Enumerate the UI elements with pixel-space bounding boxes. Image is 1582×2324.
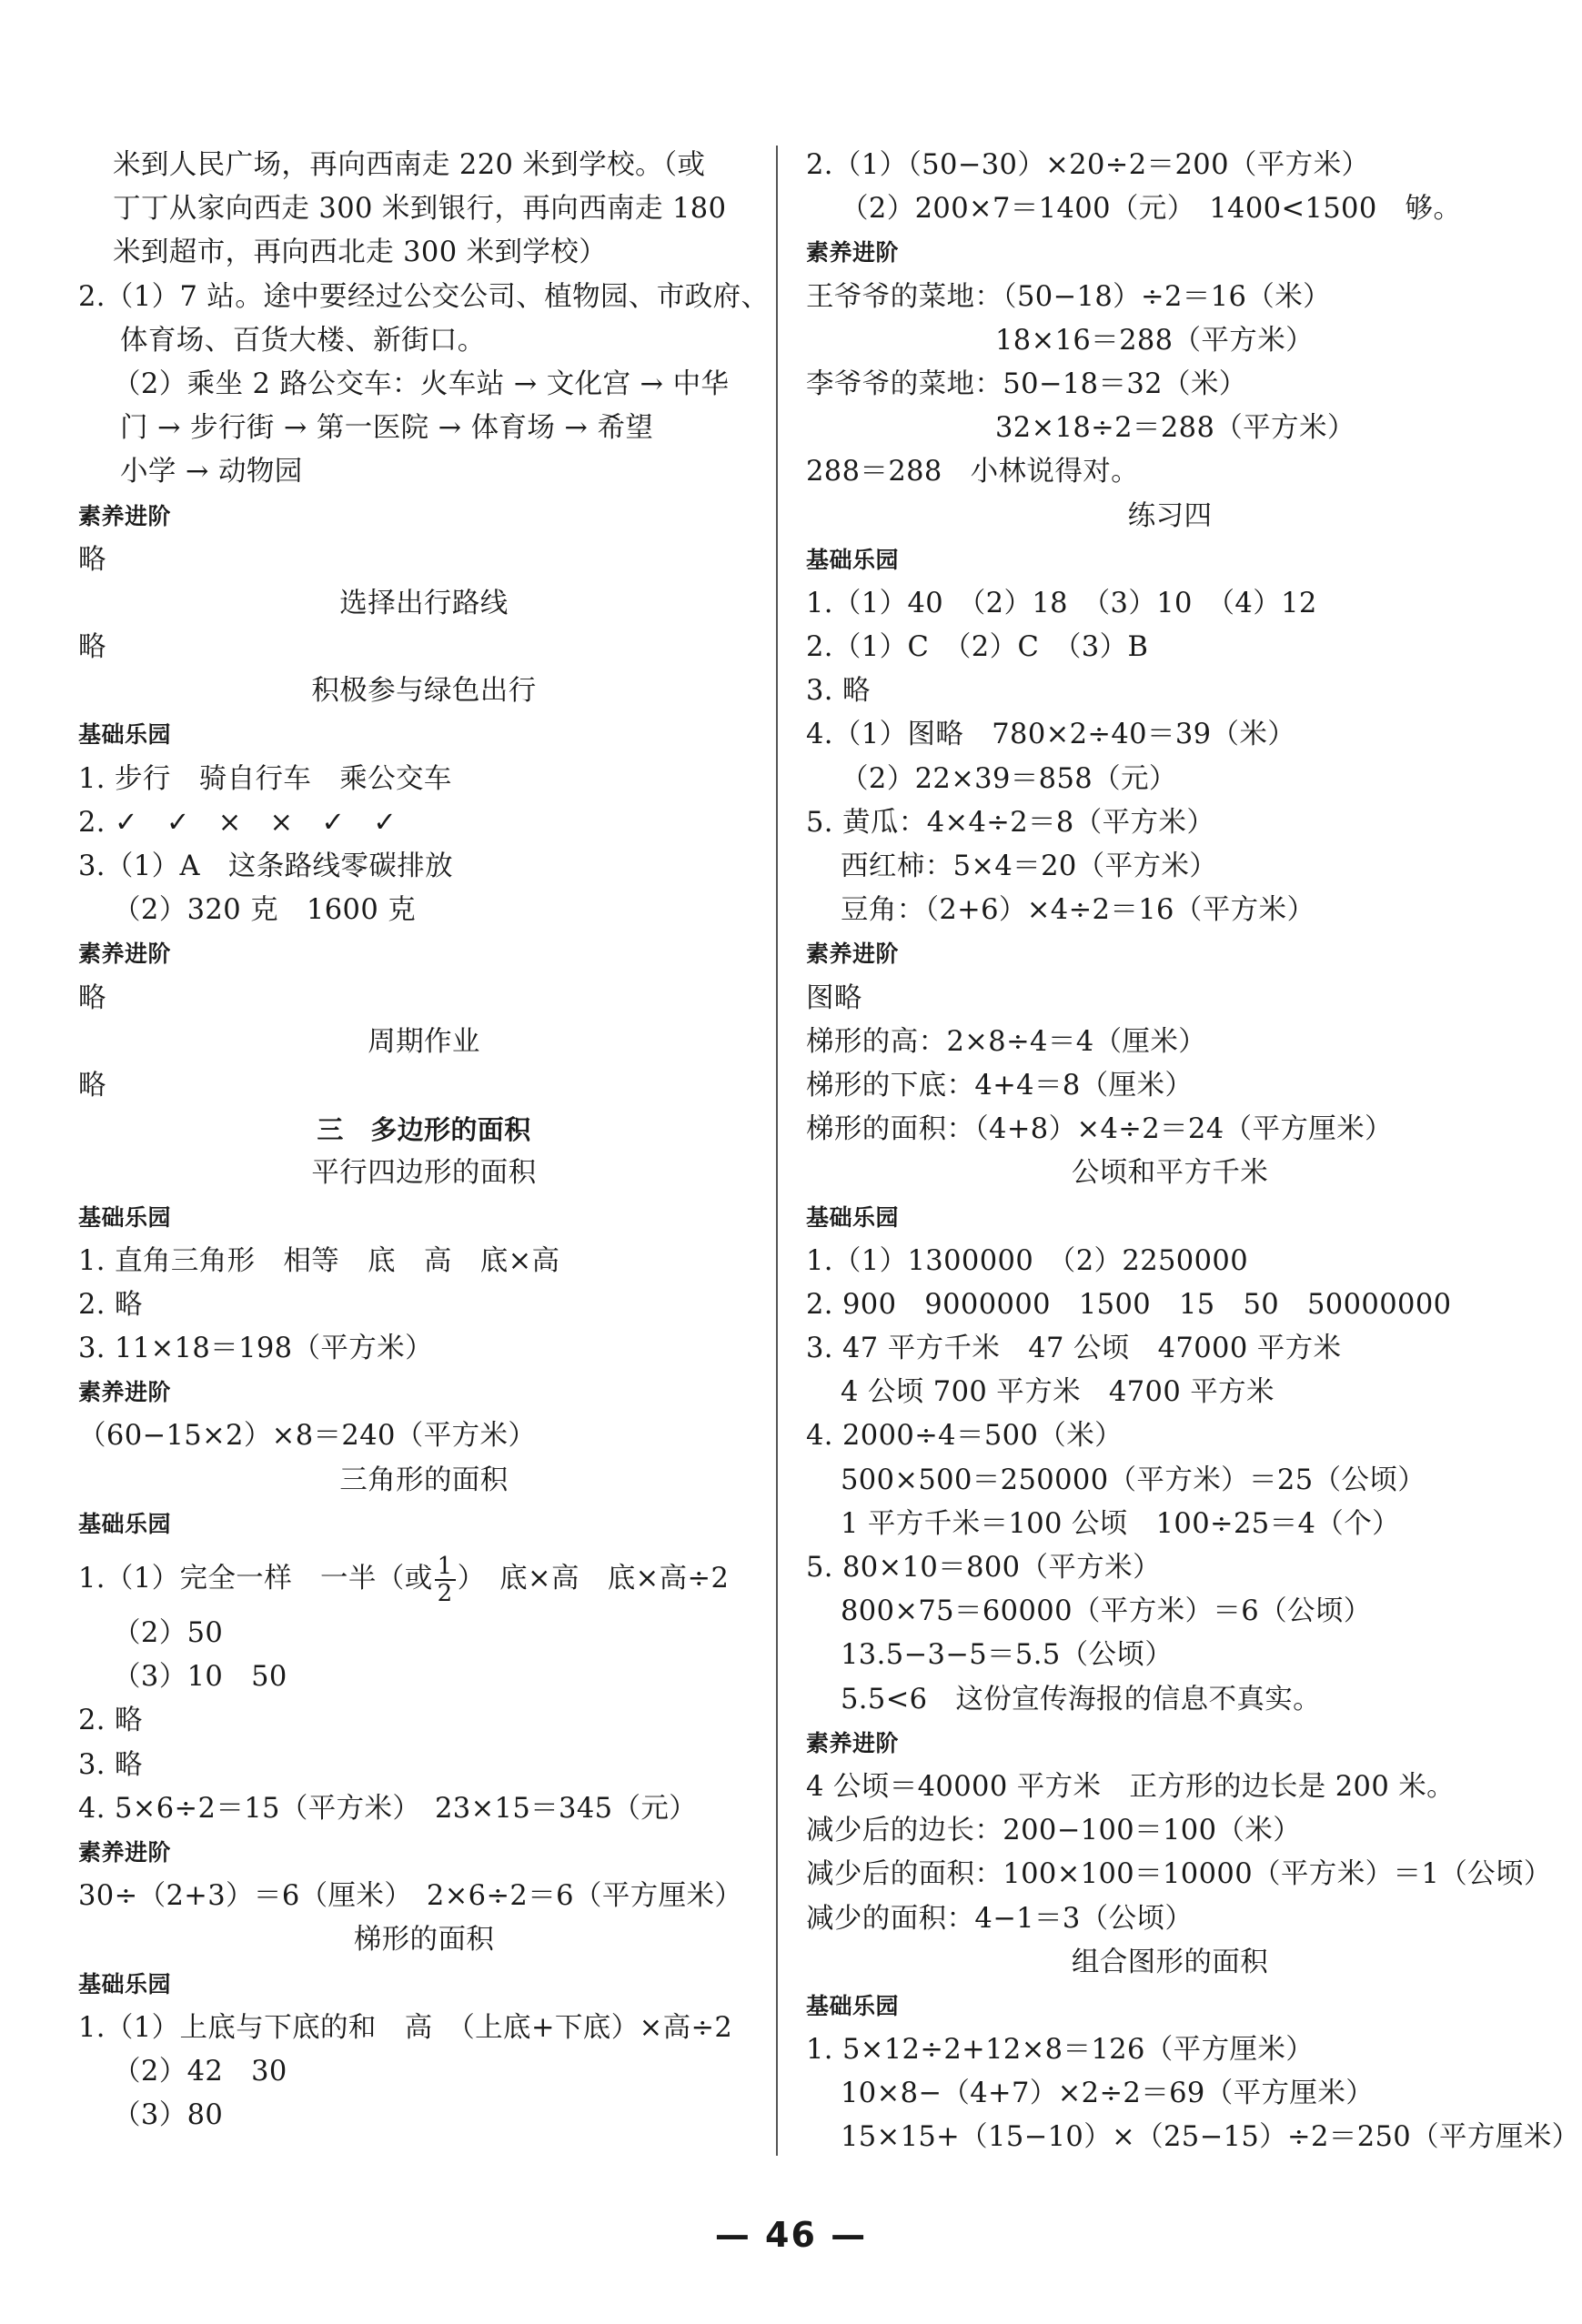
answer-line: 3. 略 [78, 1748, 143, 1781]
answer-line: 5. 黄瓜：4×4÷2＝8（平方米） [806, 806, 1215, 839]
answer-line: 15×15+（15−10）×（25−15）÷2＝250（平方厘米） [841, 2121, 1580, 2154]
answer-line: 5.5<6 这份宣传海报的信息不真实。 [841, 1683, 1322, 1715]
answer-line: 3. 略 [806, 675, 871, 708]
answer-line: 2. 略 [78, 1705, 143, 1737]
answer-line: 2. ✓ ✓ × × ✓ ✓ [78, 806, 398, 839]
answer-line: 门 → 步行街 → 第一医院 → 体育场 → 希望 [120, 412, 654, 445]
answer-line: 减少的面积：4−1＝3（公顷） [806, 1902, 1194, 1935]
answer-line-with-fraction [78, 1546, 770, 1612]
section-label: 基础乐园 [806, 546, 900, 573]
column-divider [776, 146, 778, 2156]
answer-line: 1 平方千米＝100 公顷 100÷25＝4（个） [841, 1507, 1400, 1540]
answer-line: 288＝288 小林说得对。 [806, 456, 1140, 488]
answer-line: 13.5−3−5＝5.5（公顷） [841, 1639, 1174, 1672]
answer-line: 32×18÷2＝288（平方米） [995, 412, 1355, 445]
answer-line: 米到超市，再向西北走 300 米到学校） [113, 236, 608, 269]
lesson-title: 三角形的面积 [339, 1464, 509, 1496]
lesson-title: 梯形的面积 [353, 1924, 495, 1957]
section-label: 基础乐园 [78, 1203, 172, 1231]
answer-line: 1.（1）40 （2）18 （3）10 （4）12 [806, 587, 1317, 619]
answer-line: 豆角：（2+6）×4÷2＝16（平方米） [841, 894, 1315, 927]
answer-line: （2）50 [113, 1617, 224, 1649]
lesson-title: 平行四边形的面积 [311, 1157, 537, 1190]
lesson-title: 积极参与绿色出行 [311, 675, 537, 708]
answer-line: 减少后的边长：200−100＝100（米） [806, 1815, 1302, 1847]
fraction-denominator: 2 [437, 1580, 453, 1607]
answer-line: （60−15×2）×8＝240（平方米） [78, 1420, 537, 1453]
answer-line: 梯形的高：2×8÷4＝4（厘米） [806, 1025, 1207, 1058]
answer-line: 体育场、百货大楼、新街口。 [120, 324, 486, 357]
answer-line: 4. 2000÷4＝500（米） [806, 1420, 1123, 1453]
answer-line: （2）乘坐 2 路公交车：火车站 → 文化宫 → 中华 [113, 367, 730, 400]
answer-line: 略 [78, 543, 106, 576]
lesson-title: 选择出行路线 [339, 587, 509, 619]
answer-line: 3.（1）A 这条路线零碳排放 [78, 850, 454, 882]
answer-line: 梯形的面积：（4+8）×4÷2＝24（平方厘米） [806, 1113, 1393, 1146]
answer-line: 1.（1）1300000 （2）2250000 [806, 1244, 1249, 1277]
section-label: 素养进阶 [806, 1729, 900, 1756]
answer-line: 2. 900 9000000 1500 15 50 50000000 [806, 1288, 1452, 1321]
unit-title: 三 多边形的面积 [317, 1114, 531, 1146]
answer-line: 500×500＝250000（平方米）＝25（公顷） [841, 1464, 1426, 1496]
answer-line: 梯形的下底：4+4＝8（厘米） [806, 1069, 1194, 1102]
section-label: 基础乐园 [78, 721, 172, 749]
answer-text: ） 底×高 底×高÷2 [457, 1563, 730, 1595]
answer-line: 1. 步行 骑自行车 乘公交车 [78, 762, 452, 795]
answer-line: （3）80 [113, 2099, 224, 2132]
answer-line: 李爷爷的菜地：50−18＝32（米） [806, 367, 1247, 400]
answer-line: 10×8−（4+7）×2÷2＝69（平方厘米） [841, 2078, 1375, 2110]
answer-line: 4 公顷＝40000 平方米 正方形的边长是 200 米。 [806, 1770, 1456, 1803]
answer-line: 4.（1）图略 780×2÷40＝39（米） [806, 719, 1296, 751]
answer-line: 30÷（2+3）＝6（厘米） 2×6÷2＝6（平方厘米） [78, 1880, 743, 1913]
answer-line: （2）22×39＝858（元） [841, 762, 1177, 795]
answer-line: 3. 47 平方千米 47 公顷 47000 平方米 [806, 1333, 1342, 1365]
answer-line: （3）10 50 [113, 1661, 287, 1694]
answer-line: 图略 [806, 981, 862, 1014]
answer-line: （2）42 30 [113, 2055, 287, 2088]
answer-line: 小学 → 动物园 [120, 456, 303, 488]
answer-line: 略 [78, 981, 106, 1014]
answer-line: 1. 直角三角形 相等 底 高 底×高 [78, 1244, 560, 1277]
left-column [78, 144, 770, 2138]
lesson-title: 练习四 [1127, 499, 1213, 532]
answer-line: 1.（1）上底与下底的和 高 （上底+下底）×高÷2 [78, 2011, 733, 2044]
answer-line: （2）320 克 1600 克 [113, 894, 417, 927]
section-label: 素养进阶 [806, 239, 900, 267]
answer-line: 减少后的面积：100×100＝10000（平方米）＝1（公顷） [806, 1858, 1552, 1891]
page-number: — 46 — [714, 2215, 868, 2255]
answer-line: 2.（1）（50−30）×20÷2＝200（平方米） [806, 149, 1370, 181]
answer-line: 4. 5×6÷2＝15（平方米） 23×15＝345（元） [78, 1792, 698, 1825]
answer-line: 800×75＝60000（平方米）＝6（公顷） [841, 1595, 1372, 1628]
fraction-numerator: 1 [435, 1554, 456, 1581]
answer-line: 5. 80×10＝800（平方米） [806, 1552, 1161, 1584]
answer-line: 西红柿：5×4＝20（平方米） [841, 850, 1218, 882]
section-label: 基础乐园 [806, 1992, 900, 2019]
answer-line: （2）200×7＝1400（元） 1400<1500 够。 [841, 193, 1462, 226]
section-label: 基础乐园 [806, 1203, 900, 1231]
section-label: 基础乐园 [78, 1510, 172, 1537]
answer-line: 4 公顷 700 平方米 4700 平方米 [841, 1376, 1275, 1409]
lesson-title: 周期作业 [368, 1025, 480, 1058]
lesson-title: 组合图形的面积 [1071, 1946, 1269, 1978]
section-label: 素养进阶 [78, 1838, 172, 1866]
section-label: 素养进阶 [78, 502, 172, 529]
answer-line: 略 [78, 631, 106, 664]
answer-line: 2. 略 [78, 1288, 143, 1321]
answer-line: 3. 11×18＝198（平方米） [78, 1333, 433, 1365]
section-label: 素养进阶 [806, 941, 900, 968]
answer-line: 18×16＝288（平方米） [995, 324, 1314, 357]
answer-line: 王爷爷的菜地：（50−18）÷2＝16（米） [806, 280, 1331, 313]
section-label: 基础乐园 [78, 1970, 172, 1997]
fraction [435, 1554, 456, 1606]
right-column [806, 144, 1580, 2160]
answer-line: 丁丁从家向西走 300 米到银行，再向西南走 180 [113, 193, 727, 226]
answer-line: 米到人民广场，再向西南走 220 米到学校。（或 [113, 149, 706, 181]
answer-line: 略 [78, 1069, 106, 1102]
answer-line: 1. 5×12÷2+12×8＝126（平方厘米） [806, 2034, 1315, 2067]
section-label: 素养进阶 [78, 941, 172, 968]
section-label: 素养进阶 [78, 1379, 172, 1406]
lesson-title: 公顷和平方千米 [1071, 1157, 1269, 1190]
answer-line: 2.（1）7 站。途中要经过公交公司、植物园、市政府、 [78, 280, 770, 313]
answer-line: 2.（1）C （2）C （3）B [806, 631, 1149, 664]
answer-text: 1.（1）完全一样 一半（或 [78, 1563, 433, 1595]
